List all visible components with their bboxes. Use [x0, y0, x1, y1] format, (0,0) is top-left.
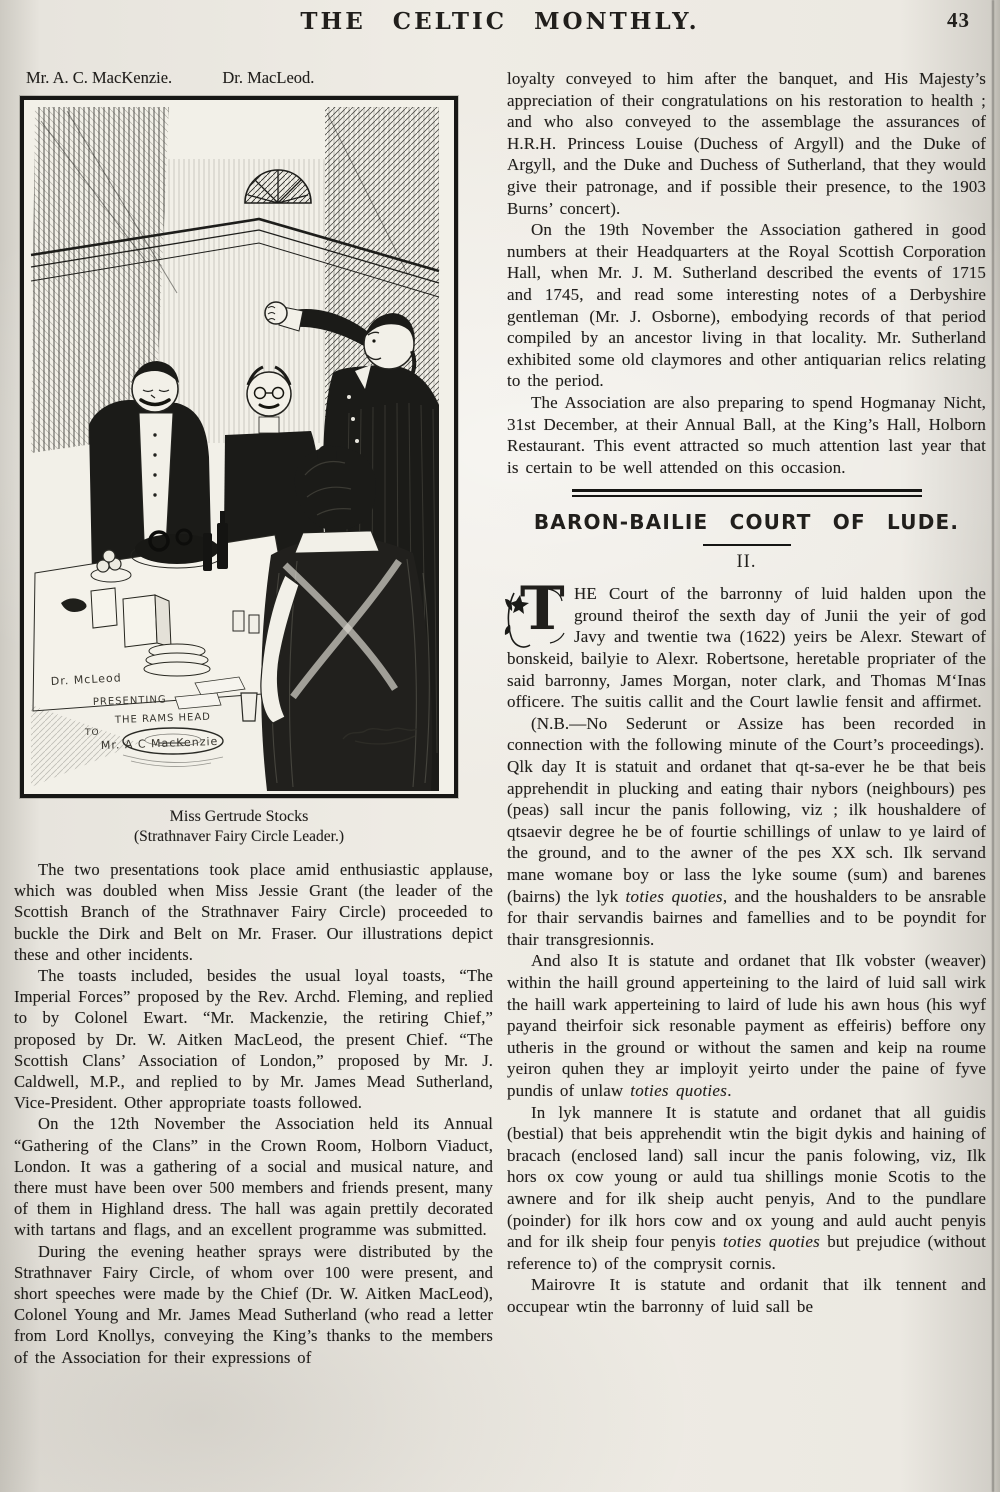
drop-cap-initial [507, 574, 567, 647]
paragraph-text: HE Court of the barronny of luid halden upon the ground theirof the sexth day of Junii the yeir of god Javy and twentie twa (1622) yeirs be Alexr. Stewart of bonskeid, bailyie to Alexr. Robertsone, heretable propriater of the said barronny, James Morgan, noter clark, and Thomas M‘Inas officere. The suitis callit and the Court lawlie fensit and affirmet. [507, 584, 986, 712]
paragraph: On the 19th November the Association gathered in good numbers at their Headquarters at the Royal Scottish Corporation Hall, when Mr. J. M. Sutherland described the events of 1715 and 1745, and read some interesting notes of a Derbyshire gentleman (Mr. J. Osborne), embodying records of that period compiled by an ancestor living in that locality. Mr. Sutherland exhibited some old claymores and other antiquarian relics relating to the period. [507, 220, 986, 391]
paragraph: In lyk mannere It is statute and ordanet that all guidis (bestial) that beis apprehendit wtin the bigit dykis and haining of bracach (enclosed land) sall incur the panis folowing, viz, Ilk hors ox cow young or auld tua shillings monie Scotis to the awnere and for ilk sheip aucht penyis, And to the pundlare (poinder) for ilk hors cow and ox young and auld aucht penyis and for ilk sheip four penyis toties quoties but prejudice (without reference to) of the comprysit cornis. [507, 1102, 986, 1273]
section-part-number: II. [736, 552, 757, 573]
caption-line-1: Miss Gertrude Stocks [169, 808, 309, 825]
page-title: THE CELTIC MONTHLY. [300, 8, 700, 35]
paragraph: During the evening heather sprays were distributed by the Strathnaver Fairy Circle, of whom over 100 were present, and short speeches were made by the Chief (Dr. W. Aitken MacLeod), Colonel Young and Mr. James Mead Sutherland (who read a letter from Lord Knollys, conveying the King’s thanks to the members of the Association for their expressions of [14, 1241, 493, 1367]
caption-mackenzie: Mr. A. C. MacKenzie. [26, 68, 173, 87]
illustration-top-caption [26, 68, 493, 88]
heading-rule [703, 544, 791, 546]
section-divider [572, 489, 922, 497]
paragraph: Qlk day It is statuit and ordanet that qt-sa-ever he be that beis apprehendit in plucking and eating thair nybors (neighbours) pes (peas) sall incur the panis following, viz ; ilk houshaldere of qtsaevir degree he be of fourtie schillings of unlaw to ye laird of the ground, and to the awner of the pes XX sch. Ilk servand mane womane boy or lass the lyke soume (sum) and barenes (bairns) the lyk toties quoties, and the houshalders to be ansrable for thair servandis bairnes and famellies and to be poyndit for thair transgresionnis. [507, 757, 986, 949]
paragraph: loyalty conveyed to him after the banquet, and His Majesty’s appreciation of their congratulations on his restoration to health ; and who also conveyed to the assemblage the assurances of H.R.H. Princess Louise (Duchess of Argyll) and the Duke of Argyll, and the Duke and Duchess of Sutherland, that they would give their patronage, and if possible their presence, to the 1903 Burns’ concert). [507, 69, 986, 218]
inscription-line-3: THE RAMS HEAD [114, 711, 212, 726]
right-column [507, 54, 986, 1368]
illustration-caption [20, 807, 458, 847]
dropcap-letter: T [520, 574, 565, 645]
masthead [0, 0, 1000, 54]
paragraph: And also It is statute and ordanet that Ilk vobster (weaver) within the haill ground apperteining to the laird of luid sall wirk the haill wark apperteining to laird of lude his awn hous (his wyf payand theirfoir sick resonable payment as effeiris) beffore ony utheris in the ground or without the samen and keip na roume yeiron quhen they ar imployit yeirto under the paine of fyve pundis of unlaw toties quoties. [507, 951, 986, 1100]
paragraph-with-dropcap [507, 574, 986, 713]
page-number: 43 [947, 8, 970, 32]
left-column [14, 54, 493, 1368]
banquet-sketch [27, 103, 443, 791]
paragraph: The two presentations took place amid enthusiastic applause, which was doubled when Miss Jessie Grant (the leader of the Scottish Branch of the Strathnaver Fairy Circle) proceeded to buckle the Dirk and Belt on Mr. Fraser. Our illustrations depict these and other incidents. [14, 860, 493, 964]
inscription-line-4: TO [85, 728, 100, 738]
caption-macleod: Dr. MacLeod. [222, 68, 315, 87]
section-heading: BARON-BAILIE COURT OF LUDE. [533, 510, 960, 535]
paragraph: Mairovre It is statute and ordanit that ilk tennent and occupear wtin the barronny of luid sall be [507, 1275, 986, 1316]
two-column-layout [0, 54, 1000, 1368]
caption-line-2: (Strathnaver Fairy Circle Leader.) [133, 828, 345, 845]
paragraph: The toasts included, besides the usual loyal toasts, “The Imperial Forces” proposed by the Rev. Archd. Fleming, and replied to by Colonel Ewart. “Mr. Mackenzie, the retiring Chief,” proposed by Dr. W. Aitken MacLeod, the present Chief. “The Scottish Clans’ Association of London,” proposed by Mr. J. Caldwell, M.P., and replied to by Mr. James Mead Sutherland, Vice-President. Other appropriate toasts followed. [14, 966, 493, 1113]
paragraph: On the 12th November the Association held its Annual “Gathering of the Clans” in the Crown Room, Holborn Viaduct, London. It was a gathering of a social and musical nature, and there must have been over 500 members and friends present, many of them in Highland dress. The hall was again prettily decorated with tartans and flags, and an excellent programme was submitted. [14, 1114, 493, 1240]
paragraph: The Association are also preparing to spend Hogmanay Nicht, 31st December, at their Annual Ball, at the King’s Hall, Holborn Restaurant. This event attracted so much attention last year that is certain to be well attended on this occasion. [507, 392, 986, 477]
banquet-illustration [20, 96, 458, 798]
inscription-line-2: PRESENTING [92, 694, 167, 708]
paragraph: (N.B.—No Sederunt or Assize has been recorded in connection with the following minute of the Court’s proceedings). [507, 713, 986, 755]
inscription-line-5: Mr. A C MacKenzie [100, 734, 219, 752]
inscription-line-1: Dr. McLeod [50, 671, 122, 688]
